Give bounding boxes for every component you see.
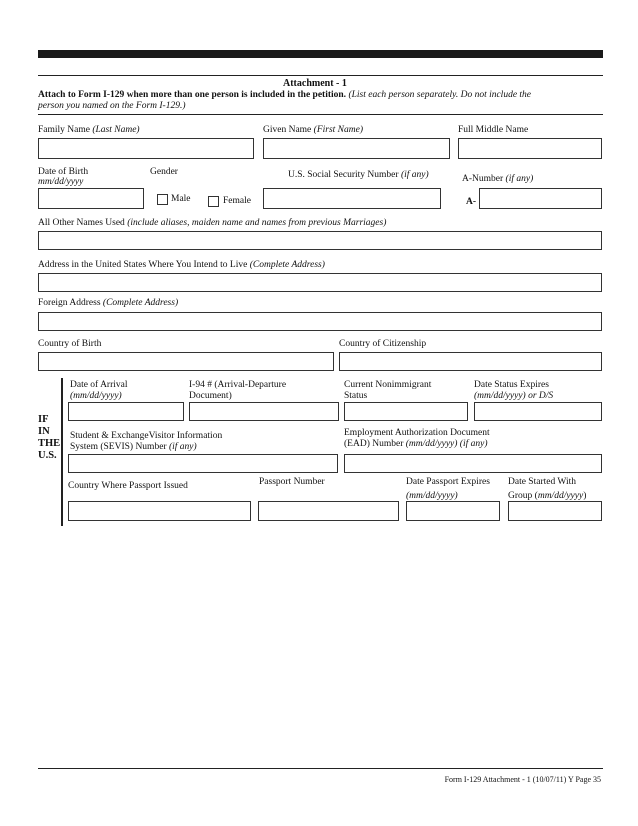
passport-country-input[interactable]: [68, 501, 251, 521]
dob-input[interactable]: [38, 188, 144, 209]
arrival-hint: (mm/dd/yyyy): [70, 391, 122, 401]
us-section-rule: [61, 378, 63, 526]
dob-label: Date of Birth: [38, 167, 89, 177]
status-label: Current Nonimmigrant: [344, 380, 432, 390]
title-rule: [38, 75, 603, 76]
middle-name-input[interactable]: [458, 138, 602, 159]
passport-expires-input[interactable]: [406, 501, 500, 521]
passport-number-input[interactable]: [258, 501, 399, 521]
other-names-input[interactable]: [38, 231, 602, 250]
instruction-line-1: Attach to Form I-129 when more than one person is included in the petition. (List each person separately. Do not include the: [38, 90, 532, 100]
us-address-label: Address in the United States Where You Intend to Live (Complete Address): [38, 260, 325, 270]
sevis-input[interactable]: [68, 454, 338, 473]
passport-expires-label: Date Passport Expires: [406, 477, 490, 487]
sevis-label: Student & ExchangeVisitor Information: [70, 431, 223, 441]
female-label: Female: [223, 196, 251, 206]
country-birth-label: Country of Birth: [38, 339, 102, 349]
status-label-2: Status: [344, 391, 368, 401]
ssn-input[interactable]: [263, 188, 441, 209]
country-citizenship-input[interactable]: [339, 352, 602, 371]
status-expires-label: Date Status Expires: [474, 380, 549, 390]
male-label: Male: [171, 194, 191, 204]
family-name-label: Family Name (Last Name): [38, 125, 140, 135]
header-rule: [38, 114, 603, 115]
ssn-label: U.S. Social Security Number (if any): [288, 170, 429, 180]
given-name-label: Given Name (First Name): [263, 125, 363, 135]
dob-hint: mm/dd/yyyy: [38, 177, 84, 187]
foreign-address-label: Foreign Address (Complete Address): [38, 298, 179, 308]
passport-number-label: Passport Number: [259, 477, 325, 487]
instruction-line-2: person you named on the Form I-129.): [38, 101, 186, 111]
us-address-input[interactable]: [38, 273, 602, 292]
status-input[interactable]: [344, 402, 468, 421]
passport-expires-hint: (mm/dd/yyyy): [406, 491, 458, 501]
date-started-label-2: Group (mm/dd/yyyy): [508, 491, 587, 501]
country-birth-input[interactable]: [38, 352, 334, 371]
footer-rule: [38, 768, 603, 769]
female-checkbox[interactable]: [208, 196, 219, 207]
date-started-input[interactable]: [508, 501, 602, 521]
male-checkbox[interactable]: [157, 194, 168, 205]
anumber-prefix: A-: [466, 197, 477, 207]
sevis-label-2: System (SEVIS) Number (if any): [70, 442, 197, 452]
i94-label-2: Document): [189, 391, 232, 401]
us-section-label: IF IN THE U.S.: [38, 414, 61, 461]
anumber-input[interactable]: [479, 188, 602, 209]
middle-name-label: Full Middle Name: [458, 125, 529, 135]
other-names-label: All Other Names Used (include aliases, maiden name and names from previous Marriages): [38, 218, 387, 228]
arrival-label: Date of Arrival: [70, 380, 128, 390]
arrival-input[interactable]: [68, 402, 184, 421]
status-expires-hint: (mm/dd/yyyy) or D/S: [474, 391, 554, 401]
passport-country-label: Country Where Passport Issued: [68, 481, 188, 491]
given-name-input[interactable]: [263, 138, 450, 159]
page-title: Attachment - 1: [283, 78, 347, 89]
top-rule: [38, 50, 603, 58]
status-expires-input[interactable]: [474, 402, 602, 421]
footer-text: Form I-129 Attachment - 1 (10/07/11) Y Page 35: [444, 775, 601, 784]
family-name-input[interactable]: [38, 138, 254, 159]
ead-input[interactable]: [344, 454, 602, 473]
anumber-label: A-Number (if any): [462, 174, 534, 184]
foreign-address-input[interactable]: [38, 312, 602, 331]
ead-label-2: (EAD) Number (mm/dd/yyyy) (if any): [344, 439, 488, 449]
country-citizenship-label: Country of Citizenship: [339, 339, 427, 349]
i94-input[interactable]: [189, 402, 339, 421]
i94-label: I-94 # (Arrival-Departure: [189, 380, 287, 390]
gender-label: Gender: [150, 167, 178, 177]
date-started-label: Date Started With: [508, 477, 577, 487]
ead-label: Employment Authorization Document: [344, 428, 490, 438]
